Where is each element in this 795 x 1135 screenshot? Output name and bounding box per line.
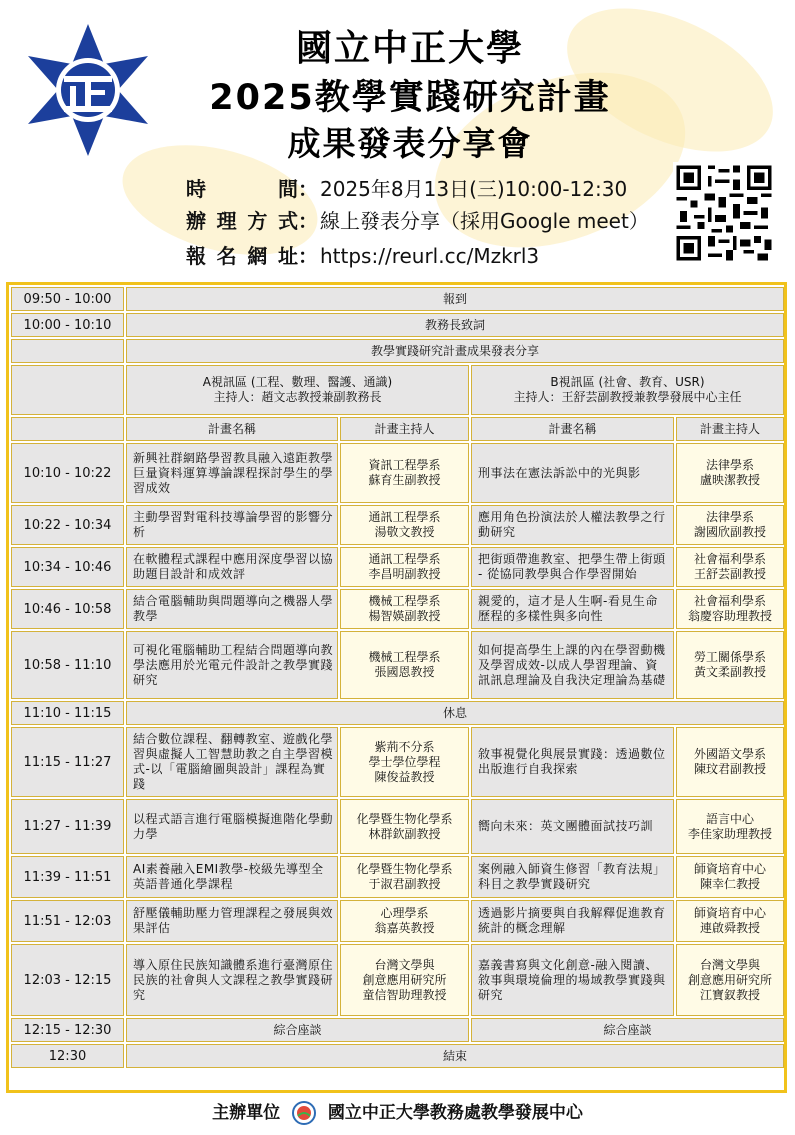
info-method-value: 線上發表分享（採用Google meet）: [320, 209, 649, 233]
a-plan-host: 化學暨生物化學系 林群欽副教授: [340, 799, 469, 854]
section-title: 教學實踐研究計畫成果發表分享: [126, 339, 784, 363]
column-header: 計畫主持人: [340, 417, 469, 441]
table-row: [11, 1018, 784, 1042]
a-plan-host: 通訊工程學系 李昌明副教授: [340, 547, 469, 587]
time-cell: 10:34 - 10:46: [11, 547, 124, 587]
table-row: [11, 900, 784, 942]
table-row: [11, 339, 784, 363]
schedule-table: [9, 285, 786, 1070]
b-plan-host: 外國語文學系 陳玟君副教授: [676, 727, 784, 797]
time-cell: 12:15 - 12:30: [11, 1018, 124, 1042]
colon: ：: [298, 209, 318, 233]
title-event: 成果發表分享會: [287, 124, 533, 163]
a-plan-host: 通訊工程學系 湯敬文教授: [340, 505, 469, 545]
b-plan-name: 案例融入師資生修習「教育法規」科目之教學實踐研究: [471, 856, 674, 898]
b-plan-name: 敘事視覺化與展景實踐：透過數位出版進行自我探索: [471, 727, 674, 797]
table-row: [11, 365, 784, 415]
b-plan-host: 師資培育中心 陳幸仁教授: [676, 856, 784, 898]
b-plan-host: 法律學系 謝國欣副教授: [676, 505, 784, 545]
zone-a-header: [126, 365, 469, 415]
time-cell: 11:51 - 12:03: [11, 900, 124, 942]
table-row: [11, 1044, 784, 1068]
time-cell: 10:00 - 10:10: [11, 313, 124, 337]
a-plan-name: 可視化電腦輔助工程結合問題導向教學法應用於光電元件設計之教學實踐研究: [126, 631, 338, 699]
table-row: [11, 313, 784, 337]
agenda-item: 報到: [126, 287, 784, 311]
table-row: [11, 547, 784, 587]
table-row: [11, 727, 784, 797]
table-row: [11, 589, 784, 629]
b-plan-host: 法律學系 盧映潔教授: [676, 443, 784, 503]
time-cell: 11:15 - 11:27: [11, 727, 124, 797]
time-cell: 12:03 - 12:15: [11, 944, 124, 1016]
agenda-item: 教務長致詞: [126, 313, 784, 337]
a-plan-host: 紫荊不分系 學士學位學程 陳俊益教授: [340, 727, 469, 797]
time-cell: 10:58 - 11:10: [11, 631, 124, 699]
info-method-label: 辦理方式: [186, 209, 298, 233]
title-program: 2025教學實踐研究計畫: [209, 78, 611, 118]
zone-a-title: A視訊區 (工程、數理、醫護、通識): [202, 375, 393, 389]
b-plan-name: 透過影片摘要與自我解釋促進教育統計的概念理解: [471, 900, 674, 942]
forum-b: 綜合座談: [471, 1018, 784, 1042]
forum-a: 綜合座談: [126, 1018, 469, 1042]
a-plan-host: 機械工程學系 張國恩教授: [340, 631, 469, 699]
time-cell: 09:50 - 10:00: [11, 287, 124, 311]
table-row: [11, 287, 784, 311]
a-plan-name: 主動學習對電科技導論學習的影響分析: [126, 505, 338, 545]
a-plan-name: 導入原住民族知識體系進行臺灣原住民族的社會與人文課程之教學實踐研究: [126, 944, 338, 1016]
table-row: [11, 944, 784, 1016]
table-row: [11, 856, 784, 898]
table-row: [11, 701, 784, 725]
b-plan-host: 勞工關係學系 黃文柔副教授: [676, 631, 784, 699]
title-university: 國立中正大學: [295, 28, 524, 69]
b-plan-name: 把街頭帶進教室、把學生帶上街頭 - 從協同教學與合作學習開始: [471, 547, 674, 587]
info-time: [186, 173, 627, 202]
break-label: 休息: [126, 701, 784, 725]
colon: ：: [298, 244, 318, 268]
time-cell: 11:27 - 11:39: [11, 799, 124, 854]
table-row: [11, 799, 784, 854]
teaching-center-logo-icon: [292, 1101, 316, 1125]
footer: [0, 1098, 795, 1125]
info-time-label: 時 間: [186, 177, 298, 201]
time-cell: 11:39 - 11:51: [11, 856, 124, 898]
column-header: 計畫名稱: [126, 417, 338, 441]
b-plan-host: 語言中心 李佳家助理教授: [676, 799, 784, 854]
b-plan-name: 親愛的，這才是人生啊-看見生命歷程的多樣性與多向性: [471, 589, 674, 629]
a-plan-name: AI素養融入EMI教學-校級先導型全英語普通化學課程: [126, 856, 338, 898]
a-plan-host: 化學暨生物化學系 于淑君副教授: [340, 856, 469, 898]
a-plan-host: 資訊工程學系 蘇育生副教授: [340, 443, 469, 503]
organizer-name: 國立中正大學教務處教學發展中心: [327, 1103, 583, 1123]
table-row: [11, 443, 784, 503]
zone-b-title: B視訊區 (社會、教育、USR): [550, 375, 705, 389]
b-plan-name: 嚮向未來：英文團體面試技巧訓: [471, 799, 674, 854]
b-plan-host: 社會福利學系 翁慶容助理教授: [676, 589, 784, 629]
time-cell: 11:10 - 11:15: [11, 701, 124, 725]
zone-b-host: 主持人：王舒芸副教授兼教學發展中心主任: [513, 390, 742, 404]
b-plan-host: 社會福利學系 王舒芸副教授: [676, 547, 784, 587]
a-plan-name: 舒壓儀輔助壓力管理課程之發展與效果評估: [126, 900, 338, 942]
info-signup: [186, 240, 539, 269]
schedule-table-frame: [6, 282, 787, 1093]
column-header: 計畫主持人: [676, 417, 784, 441]
colon: ：: [298, 177, 318, 201]
zone-b-header: [471, 365, 784, 415]
a-plan-name: 在軟體程式課程中應用深度學習以協助題目設計和成效評: [126, 547, 338, 587]
b-plan-name: 應用角色扮演法於人權法教學之行動研究: [471, 505, 674, 545]
organizer-label: 主辦單位: [212, 1103, 281, 1123]
qr-code-icon[interactable]: [673, 162, 775, 264]
time-cell: 10:46 - 10:58: [11, 589, 124, 629]
column-header: 計畫名稱: [471, 417, 674, 441]
empty-cell: [11, 365, 124, 415]
b-plan-name: 嘉義書寫與文化創意-融入閱讀、敘事與環境倫理的場域教學實踐與研究: [471, 944, 674, 1016]
end-label: 結束: [126, 1044, 784, 1068]
university-emblem-icon: [18, 20, 158, 160]
b-plan-host: 台灣文學與 創意應用研究所 江寶釵教授: [676, 944, 784, 1016]
table-row: [11, 631, 784, 699]
zone-a-host: 主持人：趙文志教授兼副教務長: [213, 390, 382, 404]
a-plan-name: 結合數位課程、翻轉教室、遊戲化學習與虛擬人工智慧助教之自主學習模式-以「電腦繪圖與設計」課程為實踐: [126, 727, 338, 797]
a-plan-name: 新興社群網路學習教具融入遠距教學巨量資料運算導論課程探討學生的學習成效: [126, 443, 338, 503]
info-time-value: 2025年8月13日(三)10:00-12:30: [320, 177, 628, 201]
info-method: [186, 205, 649, 234]
info-signup-label: 報名網址: [186, 244, 298, 268]
time-cell: 10:10 - 10:22: [11, 443, 124, 503]
table-row: [11, 505, 784, 545]
table-row: [11, 417, 784, 441]
a-plan-host: 心理學系 翁嘉英教授: [340, 900, 469, 942]
b-plan-host: 師資培育中心 連啟舜教授: [676, 900, 784, 942]
time-cell: 10:22 - 10:34: [11, 505, 124, 545]
b-plan-name: 刑事法在憲法訴訟中的光與影: [471, 443, 674, 503]
signup-link[interactable]: https://reurl.cc/Mzkrl3: [320, 244, 540, 268]
a-plan-name: 結合電腦輔助與問題導向之機器人學教學: [126, 589, 338, 629]
a-plan-host: 台灣文學與 創意應用研究所 童信智助理教授: [340, 944, 469, 1016]
empty-cell: [11, 339, 124, 363]
time-cell: 12:30: [11, 1044, 124, 1068]
b-plan-name: 如何提高學生上課的內在學習動機及學習成效-以成人學習理論、資訊訊息理論及自我決定理論為基礎: [471, 631, 674, 699]
empty-cell: [11, 417, 124, 441]
a-plan-name: 以程式語言進行電腦模擬進階化學動力學: [126, 799, 338, 854]
a-plan-host: 機械工程學系 楊智媖副教授: [340, 589, 469, 629]
